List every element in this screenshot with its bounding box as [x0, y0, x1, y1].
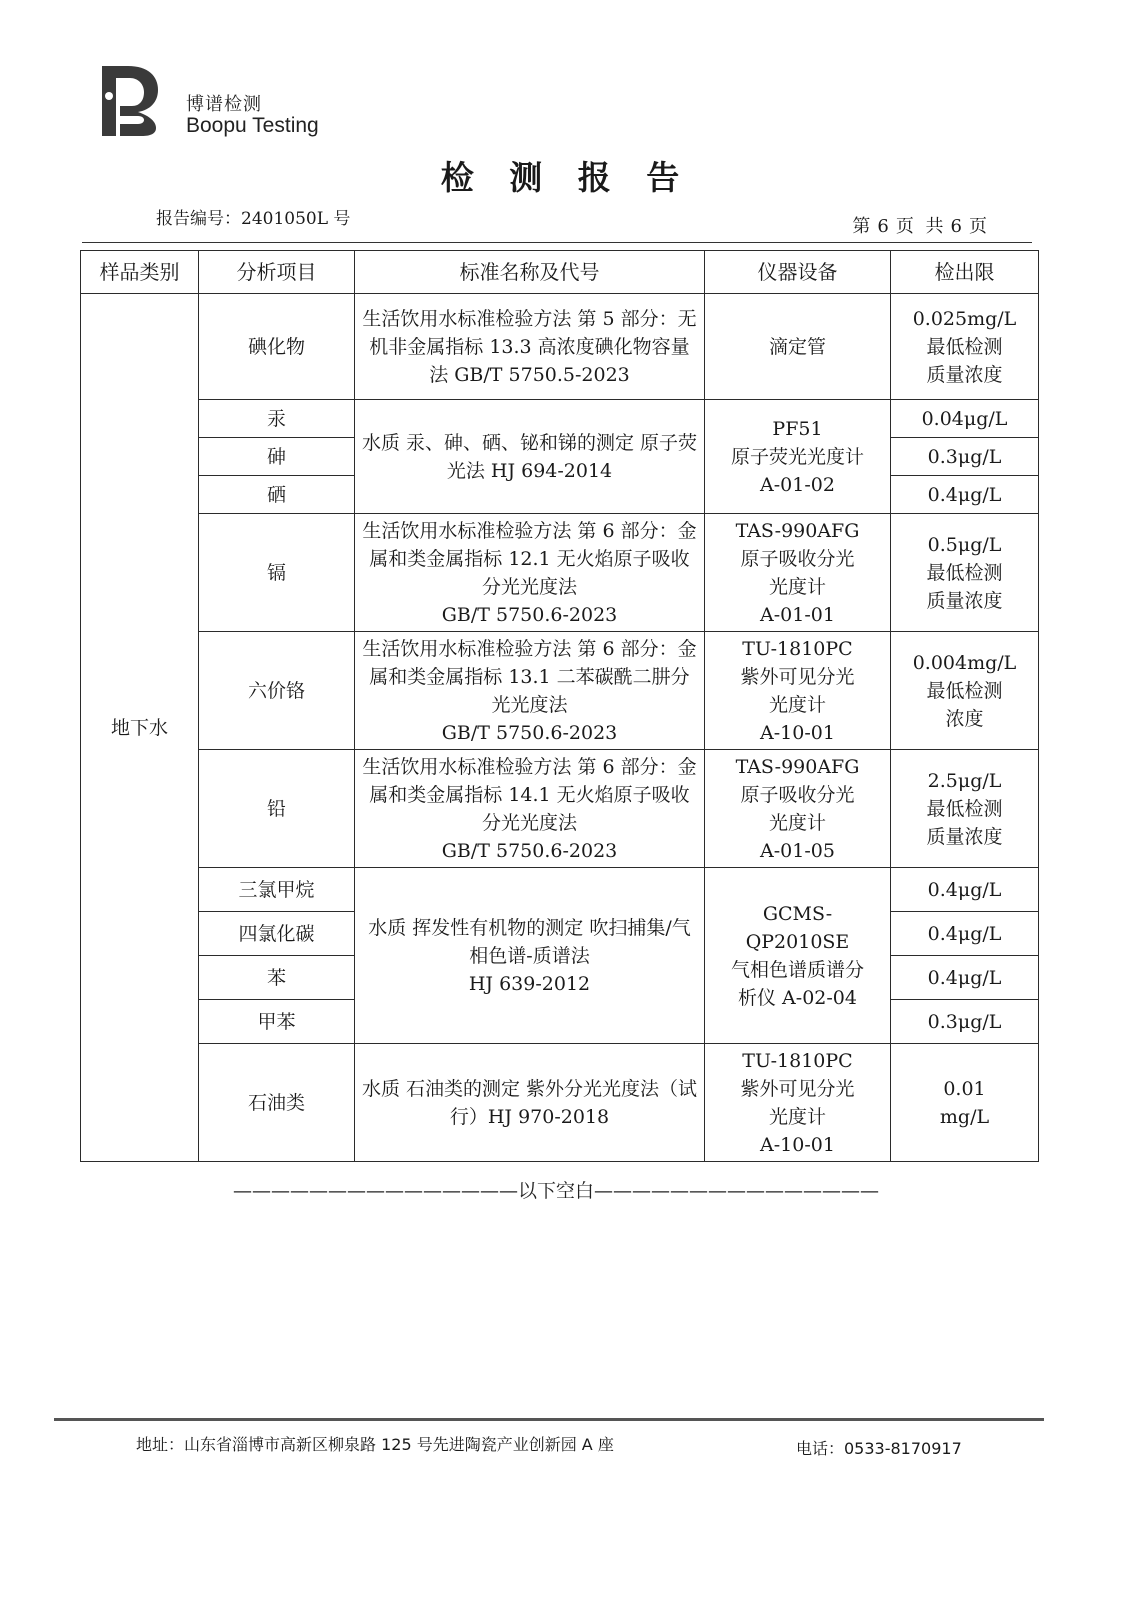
report-title: 检 测 报 告: [440, 158, 692, 197]
limit-cell: 0.01 mg/L: [891, 1044, 1039, 1162]
brand-name-cn: 博谱检测: [186, 94, 262, 115]
instrument-cell: PF51 原子荧光光度计 A-01-02: [705, 400, 891, 514]
footer-address: 地址：山东省淄博市高新区柳泉路 125 号先进陶瓷产业创新园 A 座: [136, 1435, 614, 1454]
standard-cell: 生活饮用水标准检验方法 第 6 部分：金属和类金属指标 13.1 二苯碳酰二肼分光光度法 GB/T 5750.6-2023: [355, 632, 705, 750]
boopu-logo-icon: [98, 62, 162, 138]
standard-cell: 水质 汞、砷、硒、铋和锑的测定 原子荧光法 HJ 694-2014: [355, 400, 705, 514]
col-header-standard: 标准名称及代号: [355, 251, 705, 294]
standard-cell: 水质 石油类的测定 紫外分光光度法（试行）HJ 970-2018: [355, 1044, 705, 1162]
table-row: [81, 868, 1039, 912]
item-cell: 甲苯: [199, 1000, 355, 1044]
item-cell: 苯: [199, 956, 355, 1000]
instrument-cell: 滴定管: [705, 294, 891, 400]
limit-cell: 0.004mg/L 最低检测 浓度: [891, 632, 1039, 750]
test-method-table: [80, 250, 1039, 1162]
standard-cell: 生活饮用水标准检验方法 第 6 部分：金属和类金属指标 12.1 无火焰原子吸收分光光度法 GB/T 5750.6-2023: [355, 514, 705, 632]
limit-cell: 0.025mg/L 最低检测 质量浓度: [891, 294, 1039, 400]
item-cell: 石油类: [199, 1044, 355, 1162]
instrument-cell: TU-1810PC 紫外可见分光 光度计 A-10-01: [705, 1044, 891, 1162]
limit-cell: 0.4μg/L: [891, 912, 1039, 956]
table-header-row: [81, 251, 1039, 294]
item-cell: 硒: [199, 476, 355, 514]
page-indicator: 第 6 页 共 6 页: [852, 216, 990, 237]
table-row: [81, 750, 1039, 868]
instrument-cell: TU-1810PC 紫外可见分光 光度计 A-10-01: [705, 632, 891, 750]
instrument-cell: TAS-990AFG 原子吸收分光 光度计 A-01-05: [705, 750, 891, 868]
header-divider: [82, 242, 1032, 243]
standard-cell: 生活饮用水标准检验方法 第 6 部分：金属和类金属指标 14.1 无火焰原子吸收分光光度法 GB/T 5750.6-2023: [355, 750, 705, 868]
col-header-item: 分析项目: [199, 251, 355, 294]
limit-cell: 0.04μg/L: [891, 400, 1039, 438]
footer-telephone: 电话：0533-8170917: [796, 1439, 962, 1458]
table-row: [81, 1044, 1039, 1162]
instrument-cell: TAS-990AFG 原子吸收分光 光度计 A-01-01: [705, 514, 891, 632]
item-cell: 铅: [199, 750, 355, 868]
item-cell: 砷: [199, 438, 355, 476]
limit-cell: 0.5μg/L 最低检测 质量浓度: [891, 514, 1039, 632]
brand-name-en: Boopu Testing: [186, 114, 319, 137]
item-cell: 镉: [199, 514, 355, 632]
limit-cell: 0.4μg/L: [891, 868, 1039, 912]
limit-cell: 0.3μg/L: [891, 438, 1039, 476]
limit-cell: 0.3μg/L: [891, 1000, 1039, 1044]
item-cell: 六价铬: [199, 632, 355, 750]
report-number: 报告编号：2401050L 号: [156, 209, 351, 229]
table-row: [81, 632, 1039, 750]
standard-cell: 水质 挥发性有机物的测定 吹扫捕集/气相色谱-质谱法 HJ 639-2012: [355, 868, 705, 1044]
instrument-cell: GCMS- QP2010SE 气相色谱质谱分 析仪 A-02-04: [705, 868, 891, 1044]
limit-cell: 0.4μg/L: [891, 476, 1039, 514]
item-cell: 三氯甲烷: [199, 868, 355, 912]
sample-type-cell: 地下水: [81, 294, 199, 1162]
standard-cell: 生活饮用水标准检验方法 第 5 部分：无机非金属指标 13.3 高浓度碘化物容量法 GB/T 5750.5-2023: [355, 294, 705, 400]
table-row: [81, 400, 1039, 438]
footer-divider: [54, 1418, 1044, 1421]
item-cell: 四氯化碳: [199, 912, 355, 956]
col-header-limit: 检出限: [891, 251, 1039, 294]
limit-cell: 2.5μg/L 最低检测 质量浓度: [891, 750, 1039, 868]
table-row: [81, 294, 1039, 400]
item-cell: 碘化物: [199, 294, 355, 400]
col-header-sample-type: 样品类别: [81, 251, 199, 294]
col-header-instrument: 仪器设备: [705, 251, 891, 294]
item-cell: 汞: [199, 400, 355, 438]
blank-below-notice: ———————————————以下空白———————————————: [232, 1180, 879, 1202]
table-row: [81, 514, 1039, 632]
limit-cell: 0.4μg/L: [891, 956, 1039, 1000]
